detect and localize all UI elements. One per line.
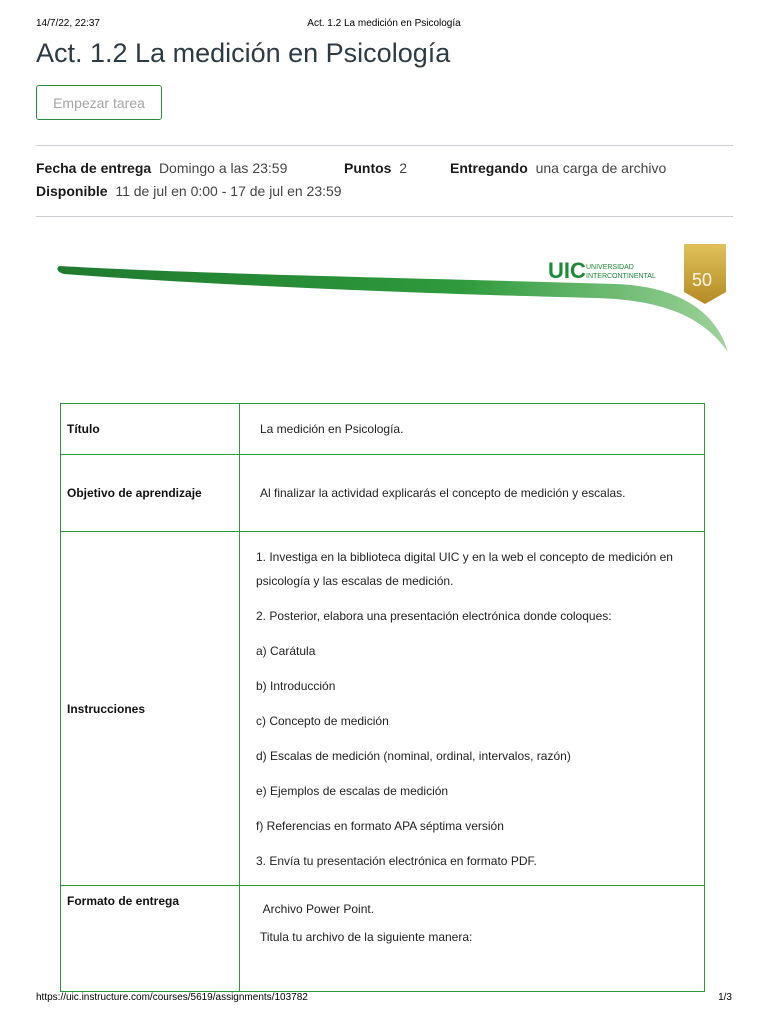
due-date-label: Fecha de entrega (36, 160, 152, 176)
start-assignment-button[interactable]: Empezar tarea (36, 85, 162, 120)
university-banner (56, 240, 736, 360)
submitting-label: Entregando (450, 160, 528, 176)
due-date-value: Domingo a las 23:59 (158, 160, 288, 176)
formato-line: Archivo Power Point. (260, 902, 375, 916)
badge-number: 50 (692, 270, 713, 290)
uic-logo: UIC (548, 258, 586, 283)
divider (36, 216, 733, 217)
print-page-number: 1/3 (718, 992, 732, 1003)
formato-line: Titula tu archivo de la siguiente manera: (260, 930, 473, 944)
submitting (450, 160, 666, 176)
instruction-step: 1. Investiga en la biblioteca digital UIC y en la web el concepto de medición en psicología y las escalas de medición. (256, 549, 673, 588)
table-row (61, 455, 705, 532)
table-row (61, 886, 705, 992)
instruction-step: a) Carátula (256, 643, 316, 658)
objetivo-value: Al finalizar la actividad explicarás el concepto de medición y escalas. (240, 455, 705, 532)
titulo-value: La medición en Psicología. (240, 404, 705, 455)
points-value: 2 (399, 160, 408, 176)
instruction-step: f) Referencias en formato APA séptima versión (256, 818, 504, 833)
points-label: Puntos (344, 160, 392, 176)
available-value: 11 de jul en 0:00 - 17 de jul en 23:59 (115, 183, 342, 199)
print-datetime: 14/7/22, 22:37 (36, 18, 100, 29)
instrucciones-label: Instrucciones (61, 532, 240, 886)
titulo-label: Título (61, 404, 240, 455)
table-row (61, 532, 705, 886)
instruction-step: 3. Envía tu presentación electrónica en formato PDF. (256, 853, 537, 868)
instruction-step: b) Introducción (256, 678, 336, 693)
instruction-step: c) Concepto de medición (256, 713, 389, 728)
formato-value (240, 886, 705, 992)
instrucciones-value (240, 532, 705, 886)
assignment-info-table (60, 403, 705, 992)
uic-logo-line1: UNIVERSIDAD (586, 264, 634, 271)
divider (36, 145, 733, 146)
page-title: Act. 1.2 La medición en Psicología (36, 38, 451, 68)
formato-label: Formato de entrega (61, 886, 240, 992)
instruction-step: 2. Posterior, elabora una presentación electrónica donde coloques: (256, 608, 612, 623)
table-row (61, 404, 705, 455)
print-footer (36, 992, 732, 1006)
availability (36, 183, 342, 199)
instruction-step: e) Ejemplos de escalas de medición (256, 783, 449, 798)
print-title: Act. 1.2 La medición en Psicología (307, 18, 461, 29)
points (344, 160, 407, 176)
print-url: https://uic.instructure.com/courses/5619/assignments/103782 (36, 992, 308, 1003)
instruction-step: d) Escalas de medición (nominal, ordinal, intervalos, razón) (256, 748, 571, 763)
due-date (36, 160, 287, 176)
objetivo-label: Objetivo de aprendizaje (61, 455, 240, 532)
available-label: Disponible (36, 183, 108, 199)
print-header (36, 18, 732, 32)
uic-logo-line2: INTERCONTINENTAL (586, 273, 656, 280)
submitting-value: una carga de archivo (535, 160, 667, 176)
